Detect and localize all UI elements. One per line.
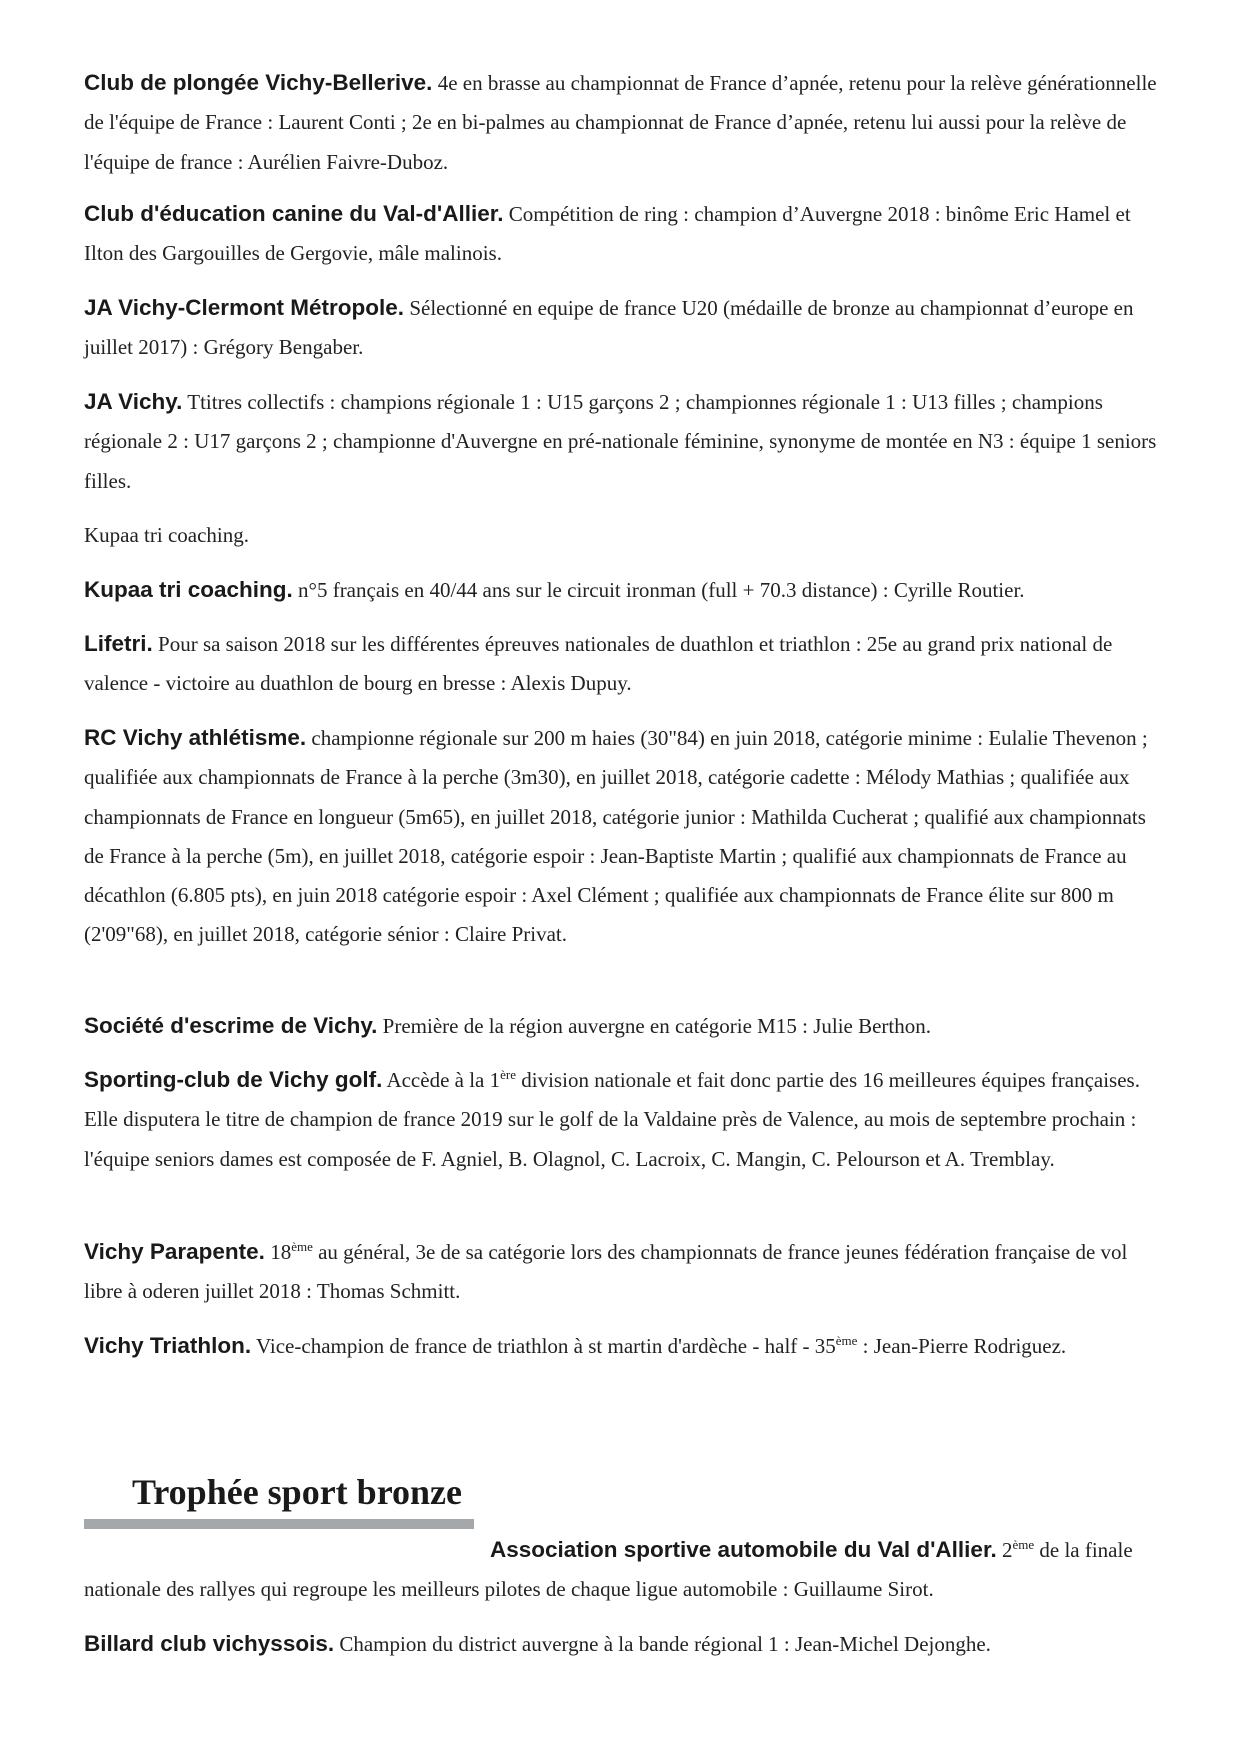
ordinal-suffix: ère [500, 1067, 517, 1082]
entry-escrime [84, 1006, 1170, 1046]
entry-triathlon [84, 1326, 1170, 1366]
entry-text-cont: division nationale et fait donc partie des 16 meilleures équipes françaises. Elle disputera le titre de champion de france 2019 sur le golf de la Valdaine près de Valence, au mois de septembre prochain : l'équipe seniors dames est composée de F. Agniel, B. Olagnol, C. Lacroix, C. Mangin, C. Pelourson et A. Tremblay. [84, 1068, 1140, 1171]
entry-ja-vichy-clermont [84, 288, 1170, 368]
club-name: Billard club vichyssois. [84, 1631, 335, 1656]
entry-text: 2 [996, 1538, 1013, 1562]
entry-text: Compétition de ring : champion d’Auvergne 2018 : binôme Eric Hamel et Ilton des Gargouilles de Gergovie, mâle malinois. [84, 202, 1131, 266]
entry-text: Ttitres collectifs : champions régionale 1 : U15 garçons 2 ; championnes régionale 1 : U13 filles ; champions régionale 2 : U17 garçons 2 ; championne d'Auvergne en pré-nationale féminine, synonyme de montée en N3 : équipe 1 seniors filles. [84, 390, 1157, 493]
ordinal-suffix: ème [835, 1333, 858, 1348]
club-name: Sporting-club de Vichy golf. [84, 1067, 383, 1092]
entry-text: Champion du district auvergne à la bande régional 1 : Jean-Michel Dejonghe. [334, 1632, 991, 1656]
entry-golf [84, 1060, 1170, 1179]
entry-automobile [84, 1530, 1170, 1610]
entry-text-cont: : Jean-Pierre Rodriguez. [857, 1334, 1067, 1358]
entry-text: championne régionale sur 200 m haies (30"84) en juin 2018, catégorie minime : Eulalie Thevenon ; qualifiée aux championnats de France à la perche (3m30), en juillet 2018, catégorie cadette : Mélody Mathias ; qualifiée aux championnats de France en longueur (5m65), en juillet 2018, catégorie junior : Mathilda Cucherat ; qualifié aux championnats de France à la perche (5m), en juillet 2018, catégorie espoir : Jean-Baptiste Martin ; qualifié aux championnats de France au décathlon (6.805 pts), en juin 2018 catégorie espoir : Axel Clément ; qualifiée aux championnats de France élite sur 800 m (2'09"68), en juillet 2018, catégorie sénior : Claire Privat. [84, 726, 1148, 947]
club-name: Lifetri. [84, 631, 153, 656]
club-name: RC Vichy athlétisme. [84, 725, 307, 750]
section-rule [84, 1519, 474, 1529]
entry-kupaa [84, 570, 1170, 610]
entry-education-canine [84, 194, 1170, 274]
entry-kupaa-plain [84, 516, 1170, 555]
club-name: Société d'escrime de Vichy. [84, 1013, 378, 1038]
club-name: Vichy Parapente. [84, 1239, 265, 1264]
entry-text: Vice-champion de france de triathlon à st martin d'ardèche - half - 35 [251, 1334, 836, 1358]
entry-text: Pour sa saison 2018 sur les différentes épreuves nationales de duathlon et triathlon : 25e au grand prix national de valence - victoire au duathlon de bourg en bresse : Alexis Dupuy. [84, 632, 1113, 696]
entry-text: 18 [264, 1240, 292, 1264]
club-name: Vichy Triathlon. [84, 1333, 252, 1358]
ordinal-suffix: ème [1012, 1537, 1035, 1552]
entry-billard [84, 1624, 1170, 1664]
club-name: Association sportive automobile du Val d'Allier. [490, 1537, 997, 1562]
entry-lifetri [84, 624, 1170, 704]
entry-text: Accède à la 1 [382, 1068, 501, 1092]
section-title: Trophée sport bronze [132, 1472, 462, 1512]
club-name: JA Vichy. [84, 389, 183, 414]
entry-ja-vichy [84, 382, 1170, 501]
entry-plongee [84, 63, 1170, 182]
entry-rc-vichy-athletisme [84, 718, 1170, 955]
entry-text: n°5 français en 40/44 ans sur le circuit ironman (full + 70.3 distance) : Cyrille Routier. [292, 578, 1025, 602]
club-name: Kupaa tri coaching. [84, 577, 293, 602]
club-name: Club de plongée Vichy-Bellerive. [84, 70, 433, 95]
entry-text: Kupaa tri coaching. [84, 523, 250, 547]
ordinal-suffix: ème [291, 1239, 313, 1254]
entry-text: Sélectionné en equipe de france U20 (médaille de bronze au championnat d’europe en juillet 2017) : Grégory Bengaber. [84, 296, 1134, 360]
entry-text: Première de la région auvergne en catégorie M15 : Julie Berthon. [377, 1014, 932, 1038]
entry-parapente [84, 1232, 1170, 1312]
entry-text-cont: de la finale nationale des rallyes qui regroupe les meilleurs pilotes de chaque ligue automobile : Guillaume Sirot. [84, 1538, 1133, 1602]
entry-text: 4e en brasse au championnat de France d’apnée, retenu pour la relève générationnelle de l'équipe de France : Laurent Conti ; 2e en bi-palmes au championnat de France d’apnée, retenu lui aussi pour la relève de l'équipe de france : Aurélien Faivre-Duboz. [84, 71, 1157, 174]
club-name: JA Vichy-Clermont Métropole. [84, 295, 405, 320]
entry-text-cont: au général, 3e de sa catégorie lors des championnats de france jeunes fédération française de vol libre à oderen juillet 2018 : Thomas Schmitt. [84, 1240, 1128, 1304]
club-name: Club d'éducation canine du Val-d'Allier. [84, 201, 504, 226]
